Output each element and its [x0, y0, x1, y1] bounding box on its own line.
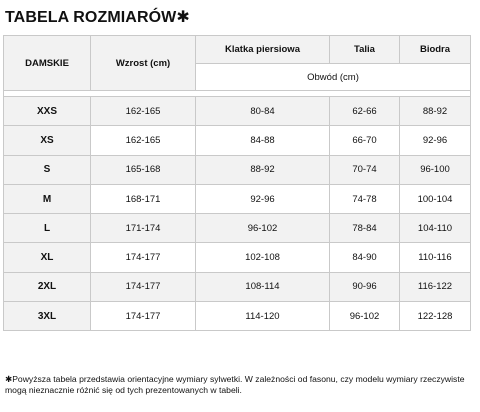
height-value: 168-171: [91, 184, 196, 213]
size-label: L: [4, 214, 91, 243]
size-label: S: [4, 155, 91, 184]
page-title: TABELA ROZMIARÓW✱: [5, 9, 190, 26]
height-value: 162-165: [91, 97, 196, 126]
waist-value: 78-84: [330, 214, 400, 243]
waist-value: 96-102: [330, 302, 400, 331]
hips-value: 96-100: [400, 155, 471, 184]
waist-value: 74-78: [330, 184, 400, 213]
header-chest: Klatka piersiowa: [196, 36, 330, 64]
waist-value: 84-90: [330, 243, 400, 272]
header-circumference: Obwód (cm): [196, 64, 471, 91]
size-table: [3, 35, 471, 331]
hips-value: 104-110: [400, 214, 471, 243]
header-height: Wzrost (cm): [91, 36, 196, 91]
hips-value: 88-92: [400, 97, 471, 126]
header-category: DAMSKIE: [4, 36, 91, 91]
chest-value: 84-88: [196, 126, 330, 155]
chest-value: 102-108: [196, 243, 330, 272]
chest-value: 92-96: [196, 184, 330, 213]
chest-value: 88-92: [196, 155, 330, 184]
waist-value: 90-96: [330, 272, 400, 301]
height-value: 174-177: [91, 302, 196, 331]
chest-value: 96-102: [196, 214, 330, 243]
chest-value: 114-120: [196, 302, 330, 331]
size-label: XXS: [4, 97, 91, 126]
table-row: [4, 155, 471, 184]
hips-value: 110-116: [400, 243, 471, 272]
table-row: [4, 302, 471, 331]
size-label: 2XL: [4, 272, 91, 301]
height-value: 171-174: [91, 214, 196, 243]
height-value: 165-168: [91, 155, 196, 184]
chest-value: 108-114: [196, 272, 330, 301]
table-row: [4, 97, 471, 126]
hips-value: 92-96: [400, 126, 471, 155]
hips-value: 122-128: [400, 302, 471, 331]
footnote: ✱Powyższa tabela przedstawia orientacyjne wymiary sylwetki. W zależności od fasonu, czy modelu wymiary rzeczywiste mogą nieznacznie różnić się od tych prezentowanych w tabeli.: [5, 374, 465, 395]
size-label: XL: [4, 243, 91, 272]
height-value: 174-177: [91, 272, 196, 301]
size-label: 3XL: [4, 302, 91, 331]
table-row: [4, 272, 471, 301]
table-row: [4, 243, 471, 272]
waist-value: 62-66: [330, 97, 400, 126]
hips-value: 100-104: [400, 184, 471, 213]
height-value: 174-177: [91, 243, 196, 272]
header-waist: Talia: [330, 36, 400, 64]
chest-value: 80-84: [196, 97, 330, 126]
size-label: XS: [4, 126, 91, 155]
size-label: M: [4, 184, 91, 213]
header-hips: Biodra: [400, 36, 471, 64]
waist-value: 66-70: [330, 126, 400, 155]
table-row: [4, 126, 471, 155]
waist-value: 70-74: [330, 155, 400, 184]
hips-value: 116-122: [400, 272, 471, 301]
table-row: [4, 214, 471, 243]
table-row: [4, 184, 471, 213]
height-value: 162-165: [91, 126, 196, 155]
